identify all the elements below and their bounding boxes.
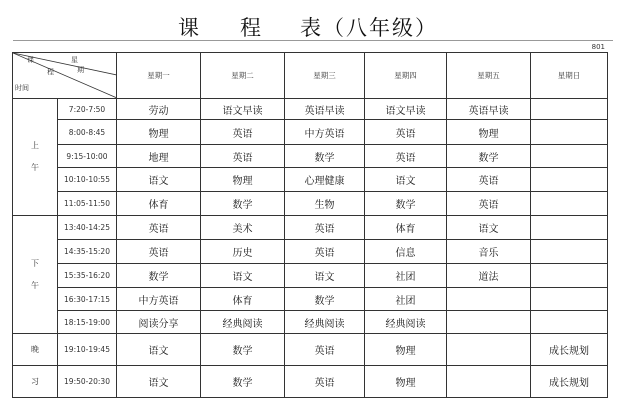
class-cell: 中方英语 [285, 120, 365, 145]
class-cell [531, 264, 608, 288]
class-cell: 数学 [201, 334, 285, 366]
class-cell: 地理 [117, 145, 201, 168]
class-cell: 数学 [285, 145, 365, 168]
class-cell: 语文 [117, 366, 201, 398]
class-cell: 英语 [365, 145, 447, 168]
class-cell: 英语 [117, 240, 201, 264]
time-cell: 10:10-10:55 [58, 168, 117, 192]
class-cell: 物理 [117, 120, 201, 145]
class-cell: 心理健康 [285, 168, 365, 192]
table-row [13, 366, 608, 398]
class-cell [531, 216, 608, 240]
class-cell: 成长规划 [531, 334, 608, 366]
title-part-2: 程 [240, 16, 263, 40]
class-cell: 物理 [365, 334, 447, 366]
class-cell [531, 120, 608, 145]
class-cell: 体育 [365, 216, 447, 240]
class-cell: 物理 [447, 120, 531, 145]
class-cell: 语文早读 [201, 99, 285, 120]
class-cell: 语文 [201, 264, 285, 288]
class-cell [531, 311, 608, 334]
class-cell [447, 288, 531, 311]
table-row [13, 240, 608, 264]
table-row [13, 288, 608, 311]
time-cell: 11:05-11:50 [58, 192, 117, 216]
time-cell: 8:00-8:45 [58, 120, 117, 145]
header-row [13, 53, 608, 99]
day-header: 星期三 [285, 53, 365, 99]
class-cell: 信息 [365, 240, 447, 264]
corner-label-period: 期 [77, 66, 84, 74]
class-cell: 英语 [285, 240, 365, 264]
class-cell: 体育 [201, 288, 285, 311]
corner-cell [13, 53, 117, 99]
class-cell: 阅读分享 [117, 311, 201, 334]
class-cell: 数学 [365, 192, 447, 216]
class-cell: 生物 [285, 192, 365, 216]
class-cell: 道法 [447, 264, 531, 288]
class-cell: 物理 [365, 366, 447, 398]
class-cell: 物理 [201, 168, 285, 192]
time-cell: 7:20-7:50 [58, 99, 117, 120]
corner-label-course: 程 [47, 68, 54, 76]
corner-label-time: 时间 [15, 84, 29, 92]
class-cell: 英语 [201, 145, 285, 168]
class-cell: 数学 [285, 288, 365, 311]
class-cell: 数学 [201, 366, 285, 398]
table-row [13, 311, 608, 334]
class-cell [447, 334, 531, 366]
class-cell: 成长规划 [531, 366, 608, 398]
class-cell: 英语 [285, 366, 365, 398]
class-cell: 英语早读 [447, 99, 531, 120]
class-cell: 英语 [365, 120, 447, 145]
class-cell: 英语 [447, 168, 531, 192]
class-cell [531, 192, 608, 216]
table-row [13, 264, 608, 288]
class-cell: 劳动 [117, 99, 201, 120]
time-cell: 19:50-20:30 [58, 366, 117, 398]
corner-label-lesson: 课 [27, 56, 34, 64]
table-row [13, 120, 608, 145]
class-cell: 经典阅读 [365, 311, 447, 334]
class-cell: 英语 [285, 216, 365, 240]
class-cell: 英语早读 [285, 99, 365, 120]
time-cell: 14:35-15:20 [58, 240, 117, 264]
table-row [13, 99, 608, 120]
class-cell: 语文 [365, 168, 447, 192]
day-header: 星期日 [531, 53, 608, 99]
class-cell: 英语 [117, 216, 201, 240]
title-part-1: 课 [178, 16, 201, 40]
class-cell [531, 168, 608, 192]
class-cell [531, 240, 608, 264]
table-row [13, 145, 608, 168]
table-row [13, 168, 608, 192]
schedule-table [12, 52, 608, 398]
class-cell: 语文早读 [365, 99, 447, 120]
evening-label-1: 晚 [13, 334, 58, 366]
class-cell: 经典阅读 [285, 311, 365, 334]
title-part-3: 表（八年级） [300, 16, 438, 40]
time-cell: 9:15-10:00 [58, 145, 117, 168]
class-cell: 历史 [201, 240, 285, 264]
afternoon-label: 下 午 [13, 216, 58, 334]
title-rule [13, 40, 613, 41]
morning-label: 上 午 [13, 99, 58, 216]
class-cell [531, 145, 608, 168]
time-cell: 18:15-19:00 [58, 311, 117, 334]
time-cell: 13:40-14:25 [58, 216, 117, 240]
time-cell: 16:30-17:15 [58, 288, 117, 311]
day-header: 星期四 [365, 53, 447, 99]
class-cell: 英语 [447, 192, 531, 216]
class-cell: 语文 [117, 168, 201, 192]
day-header: 星期五 [447, 53, 531, 99]
table-row [13, 192, 608, 216]
class-cell: 数学 [201, 192, 285, 216]
class-cell: 数学 [447, 145, 531, 168]
class-cell: 英语 [285, 334, 365, 366]
evening-label-2: 习 [13, 366, 58, 398]
class-cell [531, 99, 608, 120]
class-cell: 经典阅读 [201, 311, 285, 334]
class-cell: 语文 [285, 264, 365, 288]
class-cell: 英语 [201, 120, 285, 145]
class-cell: 语文 [447, 216, 531, 240]
class-cell: 美术 [201, 216, 285, 240]
time-cell: 19:10-19:45 [58, 334, 117, 366]
class-cell: 数学 [117, 264, 201, 288]
class-number: 801 [591, 43, 605, 51]
class-cell: 社团 [365, 288, 447, 311]
table-row [13, 334, 608, 366]
class-cell: 音乐 [447, 240, 531, 264]
class-cell: 语文 [117, 334, 201, 366]
time-cell: 15:35-16:20 [58, 264, 117, 288]
class-cell: 中方英语 [117, 288, 201, 311]
class-cell [447, 366, 531, 398]
corner-label-star: 星 [71, 56, 78, 64]
day-header: 星期一 [117, 53, 201, 99]
class-cell: 社团 [365, 264, 447, 288]
table-row [13, 216, 608, 240]
day-header: 星期二 [201, 53, 285, 99]
class-cell [447, 311, 531, 334]
class-cell [531, 288, 608, 311]
class-cell: 体育 [117, 192, 201, 216]
